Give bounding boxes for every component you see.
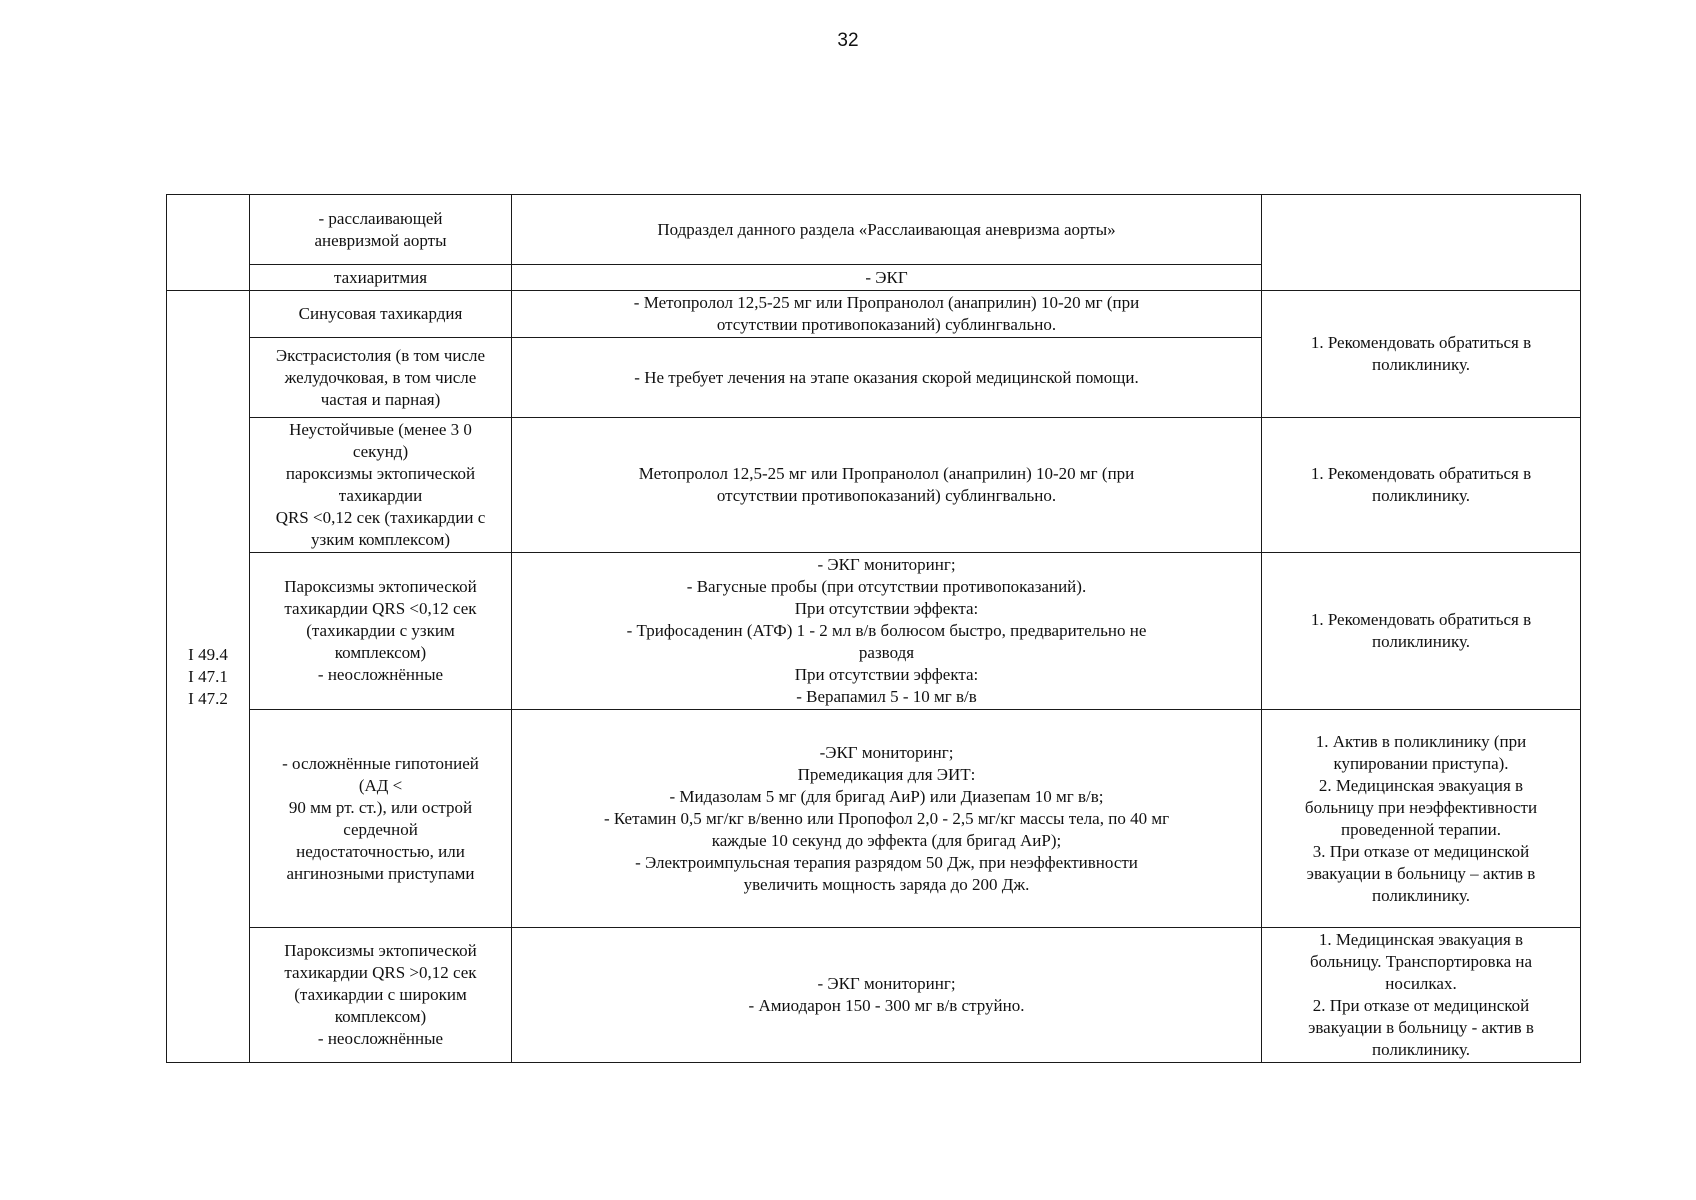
condition-cell: - осложнённые гипотонией (АД < 90 мм рт. ст.), или острой сердечной недостаточностью, или ангинозными приступами (250, 710, 512, 928)
treatment-cell: - Метопролол 12,5-25 мг или Пропранолол (анаприлин) 10-20 мг (при отсутствии противопоказаний) сублингвально. (512, 291, 1262, 338)
treatment-cell: Метопролол 12,5-25 мг или Пропранолол (анаприлин) 10-20 мг (при отсутствии противопоказаний) сублингвально. (512, 418, 1262, 553)
note-cell: 1. Рекомендовать обратиться в поликлинику. (1262, 291, 1581, 418)
condition-cell: Пароксизмы эктопической тахикардии QRS <0,12 сек (тахикардии с узким комплексом) - неосложнённые (250, 553, 512, 710)
icd-codes-cell: I 49.4 I 47.1 I 47.2 (167, 291, 250, 1063)
condition-cell: - расслаивающей аневризмой аорты (250, 195, 512, 265)
condition-cell: Синусовая тахикардия (250, 291, 512, 338)
treatment-cell: -ЭКГ мониторинг; Премедикация для ЭИТ: - Мидазолам 5 мг (для бригад АиР) или Диазепам 10 мг в/в; - Кетамин 0,5 мг/кг в/венно или Пропофол 2,0 - 2,5 мг/кг массы тела, по 40 мг каждые 10 секунд до эффекта (для бригад АиР); - Электроимпульсная терапия разрядом 50 Дж, при неэффективности увеличить мощность заряда до 200 Дж. (512, 710, 1262, 928)
note-cell: 1. Медицинская эвакуация в больницу. Транспортировка на носилках. 2. При отказе от медицинской эвакуации в больницу - актив в поликлинику. (1262, 928, 1581, 1063)
treatment-cell: - ЭКГ мониторинг; - Амиодарон 150 - 300 мг в/в струйно. (512, 928, 1262, 1063)
table-row (167, 291, 1581, 338)
table-row (167, 928, 1581, 1063)
note-cell-empty (1262, 195, 1581, 291)
treatment-cell: - Не требует лечения на этапе оказания скорой медицинской помощи. (512, 338, 1262, 418)
table-row (167, 553, 1581, 710)
table-row (167, 195, 1581, 265)
table-row (167, 418, 1581, 553)
page-number: 32 (837, 30, 859, 51)
condition-cell: Неустойчивые (менее 3 0 секунд) пароксизмы эктопической тахикардии QRS <0,12 сек (тахикардии с узким комплексом) (250, 418, 512, 553)
condition-cell: Пароксизмы эктопической тахикардии QRS >0,12 сек (тахикардии с широким комплексом) - неосложнённые (250, 928, 512, 1063)
condition-cell: тахиаритмия (250, 265, 512, 291)
note-cell: 1. Актив в поликлинику (при купировании приступа). 2. Медицинская эвакуация в больницу при неэффективности проведенной терапии. 3. При отказе от медицинской эвакуации в больницу – актив в поликлинику. (1262, 710, 1581, 928)
note-cell: 1. Рекомендовать обратиться в поликлинику. (1262, 418, 1581, 553)
treatment-table (166, 194, 1581, 1063)
treatment-cell: - ЭКГ (512, 265, 1262, 291)
note-cell: 1. Рекомендовать обратиться в поликлинику. (1262, 553, 1581, 710)
treatment-cell: - ЭКГ мониторинг; - Вагусные пробы (при отсутствии противопоказаний). При отсутствии эффекта: - Трифосаденин (АТФ) 1 - 2 мл в/в болюсом быстро, предварительно не разводя При отсутствии эффекта: - Верапамил 5 - 10 мг в/в (512, 553, 1262, 710)
treatment-cell: Подраздел данного раздела «Расслаивающая аневризма аорты» (512, 195, 1262, 265)
code-cell-empty (167, 195, 250, 291)
table-row (167, 710, 1581, 928)
condition-cell: Экстрасистолия (в том числе желудочковая, в том числе частая и парная) (250, 338, 512, 418)
